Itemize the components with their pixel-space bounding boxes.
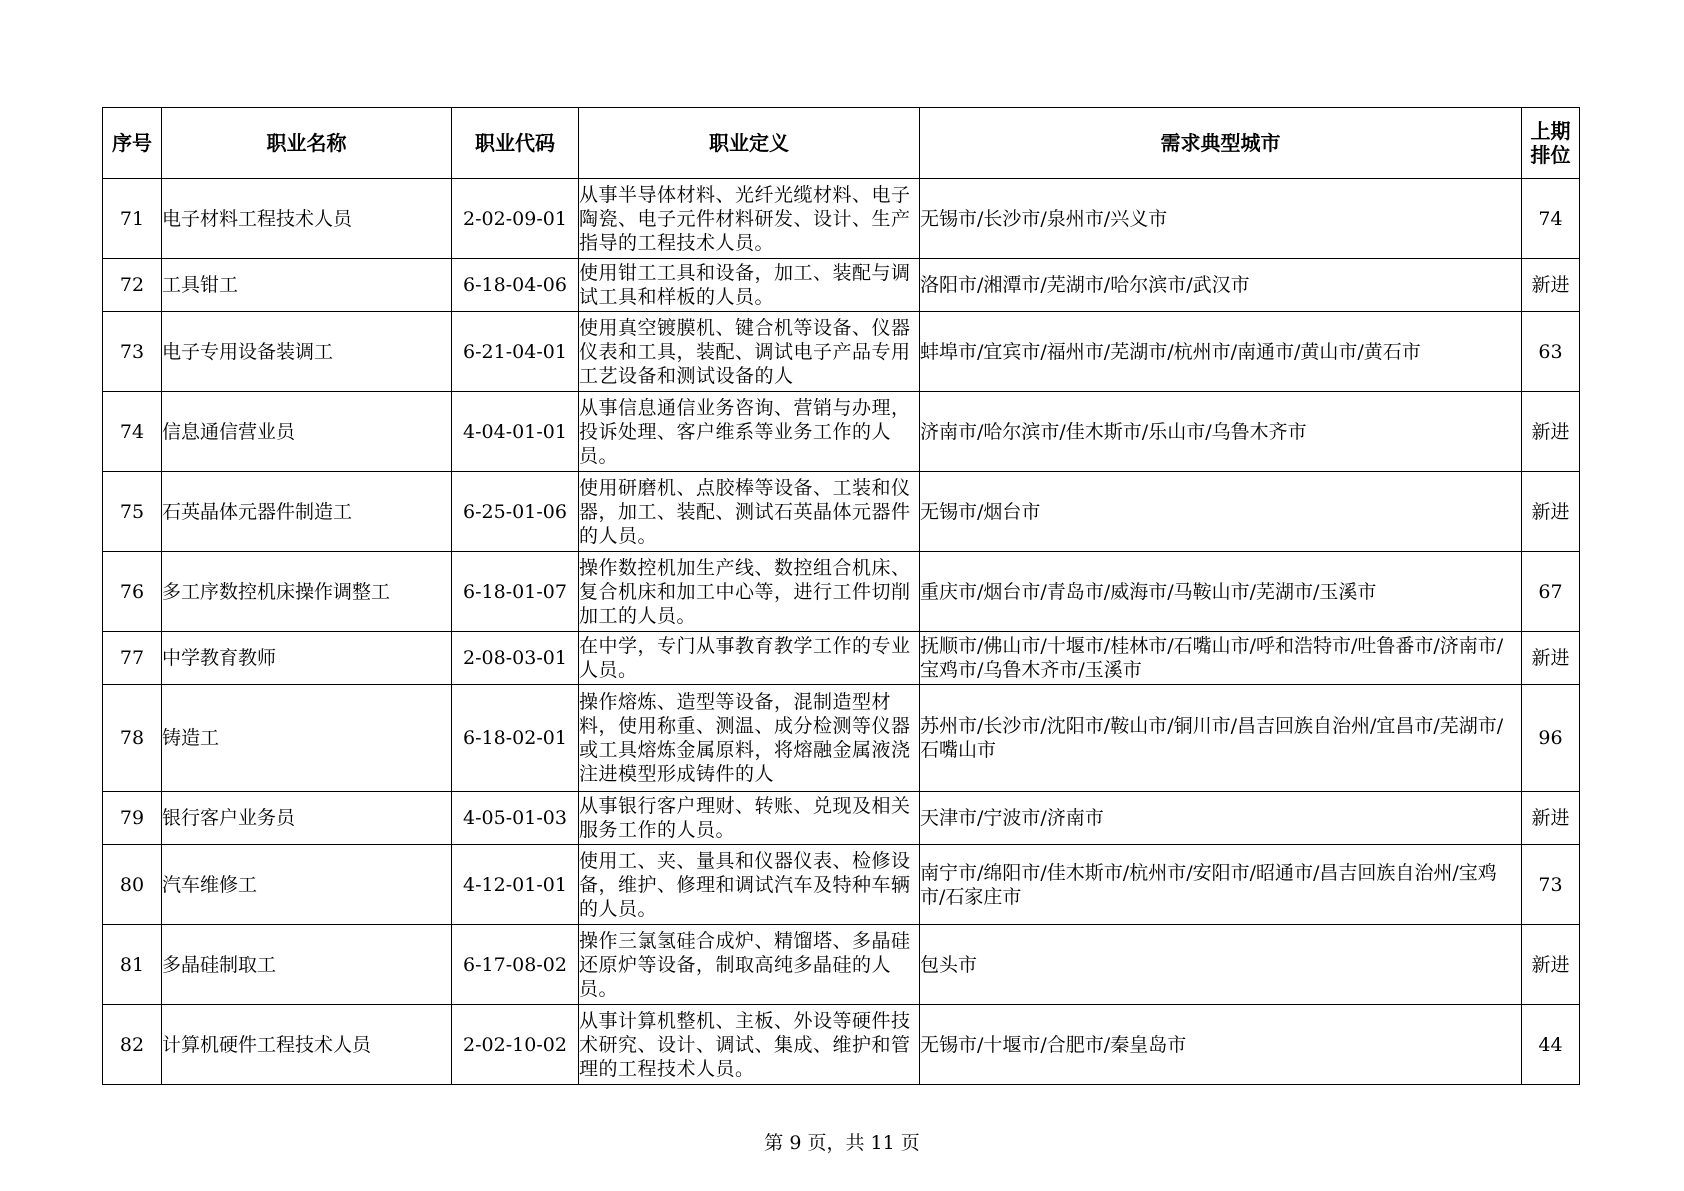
occupation-definition: 使用工、夹、量具和仪器仪表、检修设备，维护、修理和调试汽车及特种车辆的人员。 bbox=[579, 845, 920, 925]
table-row bbox=[103, 472, 1580, 552]
row-index: 81 bbox=[103, 925, 162, 1005]
occupation-definition: 使用真空镀膜机、键合机等设备、仪器仪表和工具，装配、调试电子产品专用工艺设备和测试设备的人 bbox=[579, 312, 920, 392]
previous-rank: 44 bbox=[1522, 1005, 1580, 1085]
occupation-name: 铸造工 bbox=[162, 685, 452, 792]
occupation-code: 6-18-02-01 bbox=[452, 685, 579, 792]
previous-rank: 新进 bbox=[1522, 472, 1580, 552]
page-number-footer: 第 9 页，共 11 页 bbox=[764, 1132, 920, 1154]
typical-cities: 包头市 bbox=[920, 925, 1522, 1005]
header-occupation-definition: 职业定义 bbox=[579, 108, 920, 179]
previous-rank: 67 bbox=[1522, 552, 1580, 632]
occupation-name: 多晶硅制取工 bbox=[162, 925, 452, 1005]
table-row bbox=[103, 792, 1580, 845]
previous-rank: 新进 bbox=[1522, 632, 1580, 685]
row-index: 80 bbox=[103, 845, 162, 925]
row-index: 74 bbox=[103, 392, 162, 472]
occupation-name: 电子材料工程技术人员 bbox=[162, 179, 452, 259]
occupation-code: 2-02-10-02 bbox=[452, 1005, 579, 1085]
previous-rank: 73 bbox=[1522, 845, 1580, 925]
occupation-code: 4-04-01-01 bbox=[452, 392, 579, 472]
typical-cities: 无锡市/十堰市/合肥市/秦皇岛市 bbox=[920, 1005, 1522, 1085]
occupation-code: 6-18-04-06 bbox=[452, 259, 579, 312]
typical-cities: 抚顺市/佛山市/十堰市/桂林市/石嘴山市/呼和浩特市/吐鲁番市/济南市/宝鸡市/乌鲁木齐市/玉溪市 bbox=[920, 632, 1522, 685]
header-occupation-code: 职业代码 bbox=[452, 108, 579, 179]
table-row bbox=[103, 312, 1580, 392]
typical-cities: 无锡市/长沙市/泉州市/兴义市 bbox=[920, 179, 1522, 259]
header-previous-rank: 上期 排位 bbox=[1522, 108, 1580, 179]
previous-rank: 新进 bbox=[1522, 259, 1580, 312]
row-index: 73 bbox=[103, 312, 162, 392]
previous-rank: 63 bbox=[1522, 312, 1580, 392]
table-row bbox=[103, 632, 1580, 685]
header-occupation-name: 职业名称 bbox=[162, 108, 452, 179]
occupation-definition: 从事信息通信业务咨询、营销与办理，投诉处理、客户维系等业务工作的人员。 bbox=[579, 392, 920, 472]
occupation-definition: 操作熔炼、造型等设备，混制造型材料，使用称重、测温、成分检测等仪器或工具熔炼金属原料，将熔融金属液浇注进模型形成铸件的人 bbox=[579, 685, 920, 792]
row-index: 72 bbox=[103, 259, 162, 312]
table-row bbox=[103, 1005, 1580, 1085]
occupation-code: 4-05-01-03 bbox=[452, 792, 579, 845]
table-header-row bbox=[103, 108, 1580, 179]
typical-cities: 苏州市/长沙市/沈阳市/鞍山市/铜川市/昌吉回族自治州/宜昌市/芜湖市/石嘴山市 bbox=[920, 685, 1522, 792]
occupation-definition: 在中学，专门从事教育教学工作的专业人员。 bbox=[579, 632, 920, 685]
table-row bbox=[103, 845, 1580, 925]
occupation-code: 2-02-09-01 bbox=[452, 179, 579, 259]
row-index: 77 bbox=[103, 632, 162, 685]
typical-cities: 天津市/宁波市/济南市 bbox=[920, 792, 1522, 845]
occupation-code: 2-08-03-01 bbox=[452, 632, 579, 685]
occupation-name: 工具钳工 bbox=[162, 259, 452, 312]
row-index: 75 bbox=[103, 472, 162, 552]
table-row bbox=[103, 179, 1580, 259]
row-index: 82 bbox=[103, 1005, 162, 1085]
table-row bbox=[103, 259, 1580, 312]
occupation-definition: 使用钳工工具和设备，加工、装配与调试工具和样板的人员。 bbox=[579, 259, 920, 312]
occupation-definition: 使用研磨机、点胶棒等设备、工装和仪器，加工、装配、测试石英晶体元器件的人员。 bbox=[579, 472, 920, 552]
occupation-name: 中学教育教师 bbox=[162, 632, 452, 685]
previous-rank: 96 bbox=[1522, 685, 1580, 792]
row-index: 79 bbox=[103, 792, 162, 845]
occupation-definition: 从事银行客户理财、转账、兑现及相关服务工作的人员。 bbox=[579, 792, 920, 845]
occupation-name: 银行客户业务员 bbox=[162, 792, 452, 845]
previous-rank: 新进 bbox=[1522, 792, 1580, 845]
occupation-name: 多工序数控机床操作调整工 bbox=[162, 552, 452, 632]
table-row bbox=[103, 925, 1580, 1005]
occupation-table bbox=[102, 107, 1580, 1085]
row-index: 76 bbox=[103, 552, 162, 632]
header-typical-cities: 需求典型城市 bbox=[920, 108, 1522, 179]
typical-cities: 无锡市/烟台市 bbox=[920, 472, 1522, 552]
occupation-code: 6-17-08-02 bbox=[452, 925, 579, 1005]
occupation-code: 6-25-01-06 bbox=[452, 472, 579, 552]
occupation-definition: 从事半导体材料、光纤光缆材料、电子陶瓷、电子元件材料研发、设计、生产指导的工程技术人员。 bbox=[579, 179, 920, 259]
previous-rank: 新进 bbox=[1522, 392, 1580, 472]
occupation-code: 6-21-04-01 bbox=[452, 312, 579, 392]
occupation-name: 石英晶体元器件制造工 bbox=[162, 472, 452, 552]
occupation-code: 6-18-01-07 bbox=[452, 552, 579, 632]
table-row bbox=[103, 392, 1580, 472]
typical-cities: 洛阳市/湘潭市/芜湖市/哈尔滨市/武汉市 bbox=[920, 259, 1522, 312]
typical-cities: 蚌埠市/宜宾市/福州市/芜湖市/杭州市/南通市/黄山市/黄石市 bbox=[920, 312, 1522, 392]
typical-cities: 济南市/哈尔滨市/佳木斯市/乐山市/乌鲁木齐市 bbox=[920, 392, 1522, 472]
occupation-name: 汽车维修工 bbox=[162, 845, 452, 925]
row-index: 78 bbox=[103, 685, 162, 792]
occupation-code: 4-12-01-01 bbox=[452, 845, 579, 925]
occupation-name: 计算机硬件工程技术人员 bbox=[162, 1005, 452, 1085]
table-row bbox=[103, 552, 1580, 632]
row-index: 71 bbox=[103, 179, 162, 259]
table-row bbox=[103, 685, 1580, 792]
occupation-name: 信息通信营业员 bbox=[162, 392, 452, 472]
previous-rank: 新进 bbox=[1522, 925, 1580, 1005]
previous-rank: 74 bbox=[1522, 179, 1580, 259]
occupation-definition: 操作数控机加生产线、数控组合机床、复合机床和加工中心等，进行工件切削加工的人员。 bbox=[579, 552, 920, 632]
occupation-definition: 从事计算机整机、主板、外设等硬件技术研究、设计、调试、集成、维护和管理的工程技术人员。 bbox=[579, 1005, 920, 1085]
header-index: 序号 bbox=[103, 108, 162, 179]
occupation-name: 电子专用设备装调工 bbox=[162, 312, 452, 392]
occupation-definition: 操作三氯氢硅合成炉、精馏塔、多晶硅还原炉等设备，制取高纯多晶硅的人员。 bbox=[579, 925, 920, 1005]
typical-cities: 南宁市/绵阳市/佳木斯市/杭州市/安阳市/昭通市/昌吉回族自治州/宝鸡市/石家庄市 bbox=[920, 845, 1522, 925]
typical-cities: 重庆市/烟台市/青岛市/威海市/马鞍山市/芜湖市/玉溪市 bbox=[920, 552, 1522, 632]
